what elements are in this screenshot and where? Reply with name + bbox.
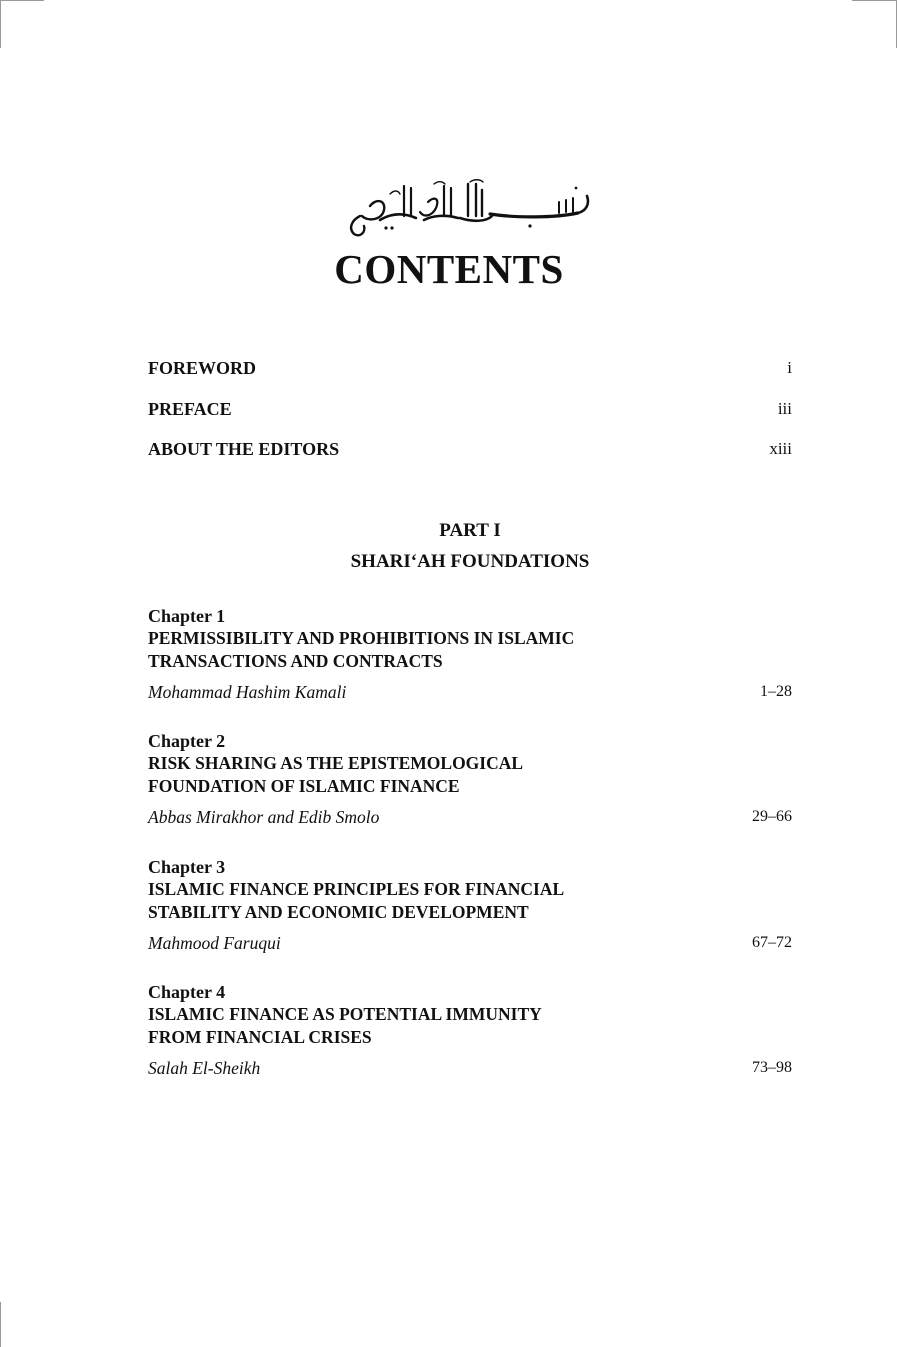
basmala-calligraphy bbox=[340, 176, 596, 240]
chapter-title-line: RISK SHARING AS THE EPISTEMOLOGICAL bbox=[148, 753, 524, 773]
crop-mark-top-right-h bbox=[852, 0, 896, 1]
chapter-title-line: ISLAMIC FINANCE PRINCIPLES FOR FINANCIAL bbox=[148, 879, 565, 899]
part-title: SHARI‘AH FOUNDATIONS bbox=[350, 551, 590, 572]
toc-entry-about-the-editors[interactable] bbox=[148, 437, 792, 461]
toc-entry-label: ABOUT THE EDITORS bbox=[148, 439, 340, 459]
crop-mark-bottom-left bbox=[0, 1302, 1, 1347]
chapter-pages: 29–66 bbox=[752, 808, 792, 825]
chapter-title-line: FROM FINANCIAL CRISES bbox=[148, 1027, 372, 1047]
chapter-title-line: FOUNDATION OF ISLAMIC FINANCE bbox=[148, 776, 460, 796]
toc-entry-page: iii bbox=[777, 399, 792, 418]
chapter-number: Chapter 3 bbox=[148, 857, 226, 877]
toc-chapter-3[interactable] bbox=[148, 856, 792, 956]
crop-mark-top-left-h bbox=[0, 0, 44, 1]
chapter-number: Chapter 2 bbox=[148, 731, 226, 751]
chapter-pages: 73–98 bbox=[752, 1059, 792, 1076]
chapter-author: Mohammad Hashim Kamali bbox=[148, 682, 347, 702]
toc-chapter-2[interactable] bbox=[148, 730, 792, 830]
chapter-pages: 1–28 bbox=[760, 683, 792, 700]
toc-chapter-4[interactable] bbox=[148, 981, 792, 1081]
toc-entry-preface[interactable] bbox=[148, 397, 792, 421]
chapter-title-line: ISLAMIC FINANCE AS POTENTIAL IMMUNITY bbox=[148, 1004, 542, 1024]
chapter-pages: 67–72 bbox=[752, 934, 792, 951]
crop-mark-top-right bbox=[896, 0, 897, 48]
toc-entry-label: FOREWORD bbox=[148, 358, 256, 378]
chapter-number: Chapter 1 bbox=[148, 606, 226, 626]
chapter-title-line: STABILITY AND ECONOMIC DEVELOPMENT bbox=[148, 902, 529, 922]
page-title: CONTENTS bbox=[334, 246, 564, 292]
toc-entry-page: i bbox=[787, 358, 792, 377]
chapter-author: Abbas Mirakhor and Edib Smolo bbox=[148, 807, 380, 827]
chapter-number: Chapter 4 bbox=[148, 982, 226, 1002]
toc-entry-foreword[interactable] bbox=[148, 356, 792, 380]
chapter-title-line: PERMISSIBILITY AND PROHIBITIONS IN ISLAMIC bbox=[148, 628, 575, 648]
toc-entry-label: PREFACE bbox=[148, 399, 232, 419]
chapter-author: Mahmood Faruqui bbox=[148, 933, 281, 953]
chapter-title-line: TRANSACTIONS AND CONTRACTS bbox=[148, 651, 443, 671]
crop-mark-top-left bbox=[0, 0, 1, 48]
toc-entry-page: xiii bbox=[769, 439, 792, 458]
toc-chapter-1[interactable] bbox=[148, 605, 792, 705]
chapter-title bbox=[148, 1003, 618, 1049]
chapter-title bbox=[148, 752, 618, 798]
chapter-title bbox=[148, 627, 618, 673]
part-number: PART I bbox=[439, 520, 501, 541]
chapter-title bbox=[148, 878, 618, 924]
chapter-author: Salah El-Sheikh bbox=[148, 1058, 261, 1078]
